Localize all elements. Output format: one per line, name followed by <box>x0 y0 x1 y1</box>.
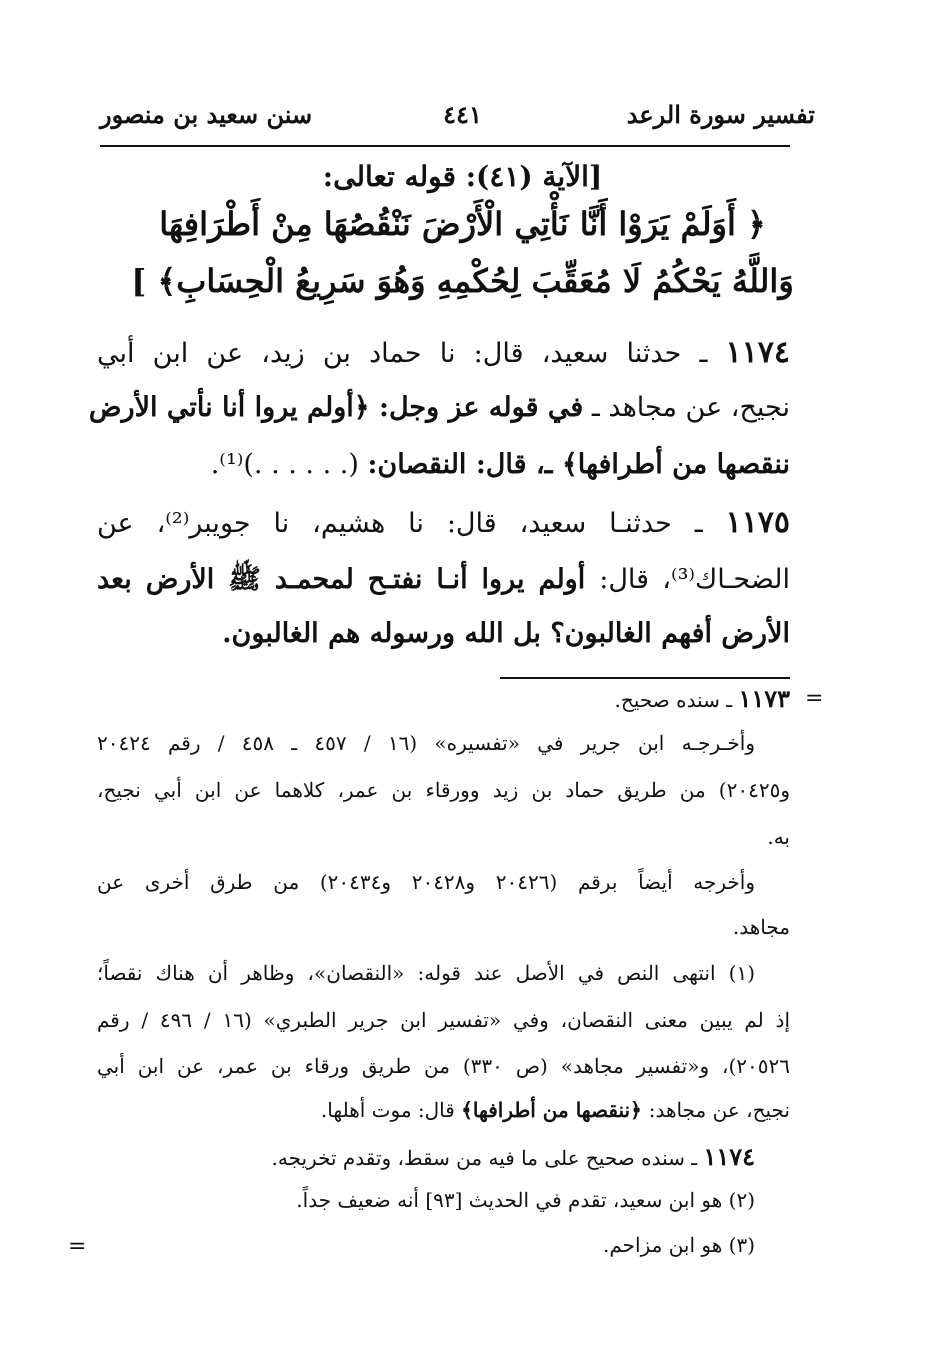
footnote-line: به. <box>767 825 790 849</box>
hadith-1174-line <box>88 392 790 423</box>
verse-line: وَاللَّهُ يَحْكُمُ لَا مُعَقِّبَ لِحُكْمِهِ وَهُوَ سَرِيعُ الْحِسَابِ﴾ ] <box>131 262 794 300</box>
footnote-line: وأخرجه أيضاً برقم (٢٠٤٢٦ و٢٠٤٢٨ و٢٠٤٣٤) من طرق أخرى عن <box>97 870 756 894</box>
chapter-title: تفسير سورة الرعد <box>626 100 815 129</box>
verse-heading: [الآية (٤١): قوله تعالى: <box>322 160 603 193</box>
footnote-line <box>97 1142 755 1171</box>
book-title: سنن سعيد بن منصور <box>100 100 313 129</box>
footnote-line: (٢) هو ابن سعيد، تقدم في الحديث [٩٣] أنه ضعيف جداً. <box>296 1188 755 1212</box>
footnote-line: ٢٠٥٢٦)، و«تفسير مجاهد» (ص ٣٣٠) من طريق ورقاء بن عمر، عن ابن أبي <box>97 1054 790 1078</box>
text-run: (. . . . . .)⁽¹⁾. <box>210 449 368 480</box>
footnote-line: (١) انتهى النص في الأصل عند قوله: «النقصان»، وظاهر أن هناك نقصاً؛ <box>97 961 755 985</box>
text-run: قال: موت أهلها. <box>320 1098 462 1122</box>
footnote-line: مجاهد. <box>732 915 790 939</box>
verse-line: ﴿ أَوَلَمْ يَرَوْا أَنَّا نَأْتِي الْأَرْضَ نَنْقُصُهَا مِنْ أَطْرَافِهَا <box>159 205 766 243</box>
footnote-line <box>97 1098 790 1122</box>
continuation-mark: = <box>805 686 824 711</box>
hadith-number: ١١٧٥ <box>725 505 790 540</box>
footnote-line: وأخـرجـه ابن جرير في «تفسيره» (١٦ / ٤٥٧ ـ ٤٥٨ / رقم ٢٠٤٢٤ <box>97 731 756 755</box>
hadith-1175-line <box>97 505 790 540</box>
text-run: ـ حدثنـا سعيد، قال: نا هشيم، نا جويبر⁽²⁾، عن <box>97 508 703 539</box>
footnote-line: و٢٠٤٢٥) من طريق حماد بن زيد وورقاء بن عمر، كلاهما عن ابن أبي نجيح، <box>97 778 790 802</box>
footnote-rule <box>500 677 790 679</box>
footnote-line: إذ لم يبين معنى النقصان، وفي «تفسير ابن جرير الطبري» (١٦ / ٤٩٦ / رقم <box>97 1008 791 1032</box>
text-run-bold: أولم يروا أنـا نفتـح لمحمـد ﷺ الأرض بعد <box>97 564 600 595</box>
text-run-bold: في قوله عز وجل: ﴿أولم يروا أنا نأتي الأرض <box>88 392 584 423</box>
footnote-line: (٣) هو ابن مزاحم. <box>603 1233 755 1257</box>
text-run-bold: ننقصها من أطرافها﴾ ـ، قال: النقصان: <box>367 449 790 480</box>
continuation-mark: = <box>68 1234 87 1259</box>
hadith-1175-line: الأرض أفهم الغالبون؟ بل الله ورسوله هم الغالبون. <box>222 618 790 649</box>
hadith-1175-line <box>97 562 790 602</box>
hadith-1174-line <box>97 335 790 370</box>
text-run: نجيح، عن مجاهد: <box>648 1098 790 1122</box>
text-run: الضحـاك⁽³⁾، قال: <box>599 564 790 595</box>
header-rule <box>100 145 790 147</box>
hadith-number: ١١٧٤ <box>725 335 790 370</box>
footnote-line <box>97 684 790 713</box>
text-run: نجيح، عن مجاهد ـ <box>591 392 790 423</box>
text-run-bold: ﴿ننقصها من أطرافها﴾ <box>461 1098 649 1122</box>
footnote-number: ١١٧٣ <box>738 684 790 713</box>
text-run: ـ سنده صحيح. <box>614 688 733 712</box>
footnote-number: ١١٧٤ <box>703 1142 755 1171</box>
page-number: ٤٤١ <box>443 100 482 129</box>
text-run: ـ حدثنا سعيد، قال: نا حماد بن زيد، عن ابن أبي <box>97 338 708 369</box>
hadith-1174-line <box>97 449 790 480</box>
text-run: ـ سنده صحيح على ما فيه من سقط، وتقدم تخريجه. <box>271 1146 698 1170</box>
